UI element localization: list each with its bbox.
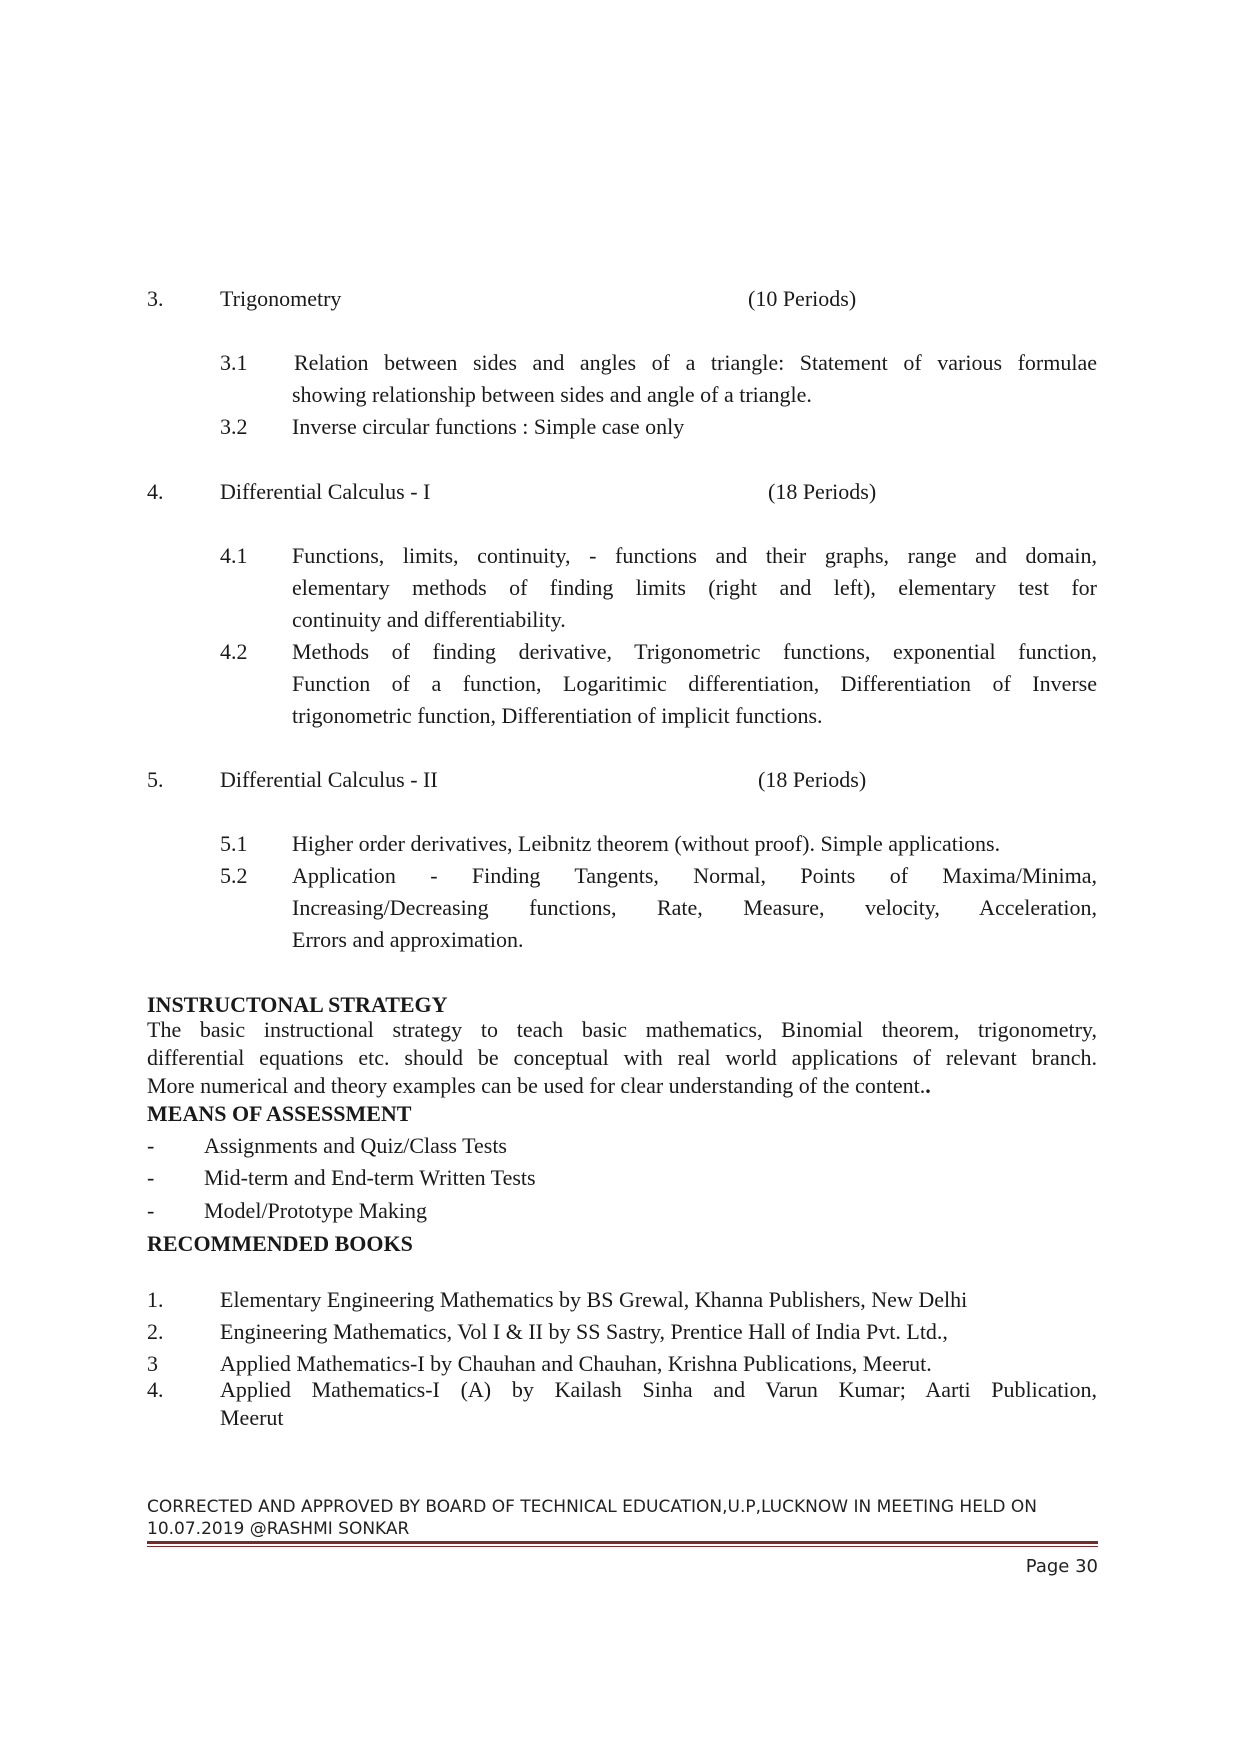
item-3-1-number: 3.1 <box>220 350 248 375</box>
item-4-2-number: 4.2 <box>220 639 248 664</box>
assessment-item-2: Mid-term and End-term Written Tests <box>204 1165 536 1190</box>
item-5-2-line-2: Increasing/Decreasing functions, Rate, Measure, velocity, Acceleration, <box>292 895 1097 920</box>
strategy-line-3-text: More numerical and theory examples can be used for clear understanding of the content. <box>147 1073 926 1098</box>
item-4-1-number: 4.1 <box>220 543 248 568</box>
unit-5-number: 5. <box>147 767 164 792</box>
item-5-1-line-1: Higher order derivatives, Leibnitz theorem (without proof). Simple applications. <box>292 831 1001 856</box>
page-number: Page 30 <box>1025 1556 1098 1577</box>
book-4-line-1: Applied Mathematics-I (A) by Kailash Sinha and Varun Kumar; Aarti Publication, <box>220 1377 1097 1402</box>
unit-3-title: Trigonometry <box>220 286 342 311</box>
strategy-line-2: differential equations etc. should be conceptual with real world applications of relevant branch. <box>147 1045 1097 1070</box>
unit-4-title: Differential Calculus - I <box>220 479 431 504</box>
strategy-line-1: The basic instructional strategy to teach basic mathematics, Binomial theorem, trigonometry, <box>147 1017 1097 1042</box>
book-2-number: 2. <box>147 1319 164 1344</box>
strategy-line-3 <box>147 1072 931 1100</box>
assessment-item-3: Model/Prototype Making <box>204 1198 428 1223</box>
footer-rule-thin <box>147 1546 1098 1547</box>
unit-3-periods: (10 Periods) <box>748 286 857 311</box>
item-4-2-line-3: trigonometric function, Differentiation of implicit functions. <box>292 703 823 728</box>
books-heading: RECOMMENDED BOOKS <box>147 1231 413 1256</box>
book-4-number: 4. <box>147 1377 164 1402</box>
item-3-2-line-1: Inverse circular functions : Simple case only <box>292 414 685 439</box>
footer-rule-thick <box>147 1541 1098 1544</box>
book-1-line-1: Elementary Engineering Mathematics by BS Grewal, Khanna Publishers, New Delhi <box>220 1287 968 1312</box>
item-5-2-line-3: Errors and approximation. <box>292 927 524 952</box>
item-5-1-number: 5.1 <box>220 831 248 856</box>
strategy-end-mark: . <box>925 1073 931 1098</box>
strategy-heading: INSTRUCTONAL STRATEGY <box>147 992 448 1017</box>
footer-approval-line-2: 10.07.2019 @RASHMI SONKAR <box>147 1519 410 1539</box>
item-3-1-line-1: Relation between sides and angles of a triangle: Statement of various formulae <box>294 350 1097 375</box>
item-3-1-line-2: showing relationship between sides and angle of a triangle. <box>292 382 812 407</box>
item-3-2-number: 3.2 <box>220 414 248 439</box>
assessment-bullet-2: - <box>147 1165 155 1190</box>
assessment-heading: MEANS OF ASSESSMENT <box>147 1101 412 1126</box>
item-4-2-line-2: Function of a function, Logaritimic differentiation, Differentiation of Inverse <box>292 671 1097 696</box>
item-4-2-line-1: Methods of finding derivative, Trigonometric functions, exponential function, <box>292 639 1097 664</box>
item-4-1-line-3: continuity and differentiability. <box>292 607 566 632</box>
assessment-bullet-1: - <box>147 1133 155 1158</box>
book-2-line-1: Engineering Mathematics, Vol I & II by SS Sastry, Prentice Hall of India Pvt. Ltd., <box>220 1319 948 1344</box>
unit-5-periods: (18 Periods) <box>758 767 867 792</box>
item-4-1-line-1: Functions, limits, continuity, - functions and their graphs, range and domain, <box>292 543 1097 568</box>
assessment-item-1: Assignments and Quiz/Class Tests <box>204 1133 507 1158</box>
footer-approval-line-1: CORRECTED AND APPROVED BY BOARD OF TECHNICAL EDUCATION,U.P,LUCKNOW IN MEETING HELD ON <box>147 1497 1038 1517</box>
item-5-2-line-1: Application - Finding Tangents, Normal, Points of Maxima/Minima, <box>292 863 1097 888</box>
unit-3-number: 3. <box>147 286 164 311</box>
assessment-bullet-3: - <box>147 1198 155 1223</box>
book-3-number: 3 <box>147 1351 158 1376</box>
item-5-2-number: 5.2 <box>220 863 248 888</box>
item-4-1-line-2: elementary methods of finding limits (right and left), elementary test for <box>292 575 1097 600</box>
unit-4-periods: (18 Periods) <box>768 479 877 504</box>
unit-4-number: 4. <box>147 479 164 504</box>
book-3-line-1: Applied Mathematics-I by Chauhan and Chauhan, Krishna Publications, Meerut. <box>220 1351 932 1376</box>
unit-5-title: Differential Calculus - II <box>220 767 438 792</box>
book-4-line-2: Meerut <box>220 1405 284 1430</box>
book-1-number: 1. <box>147 1287 164 1312</box>
